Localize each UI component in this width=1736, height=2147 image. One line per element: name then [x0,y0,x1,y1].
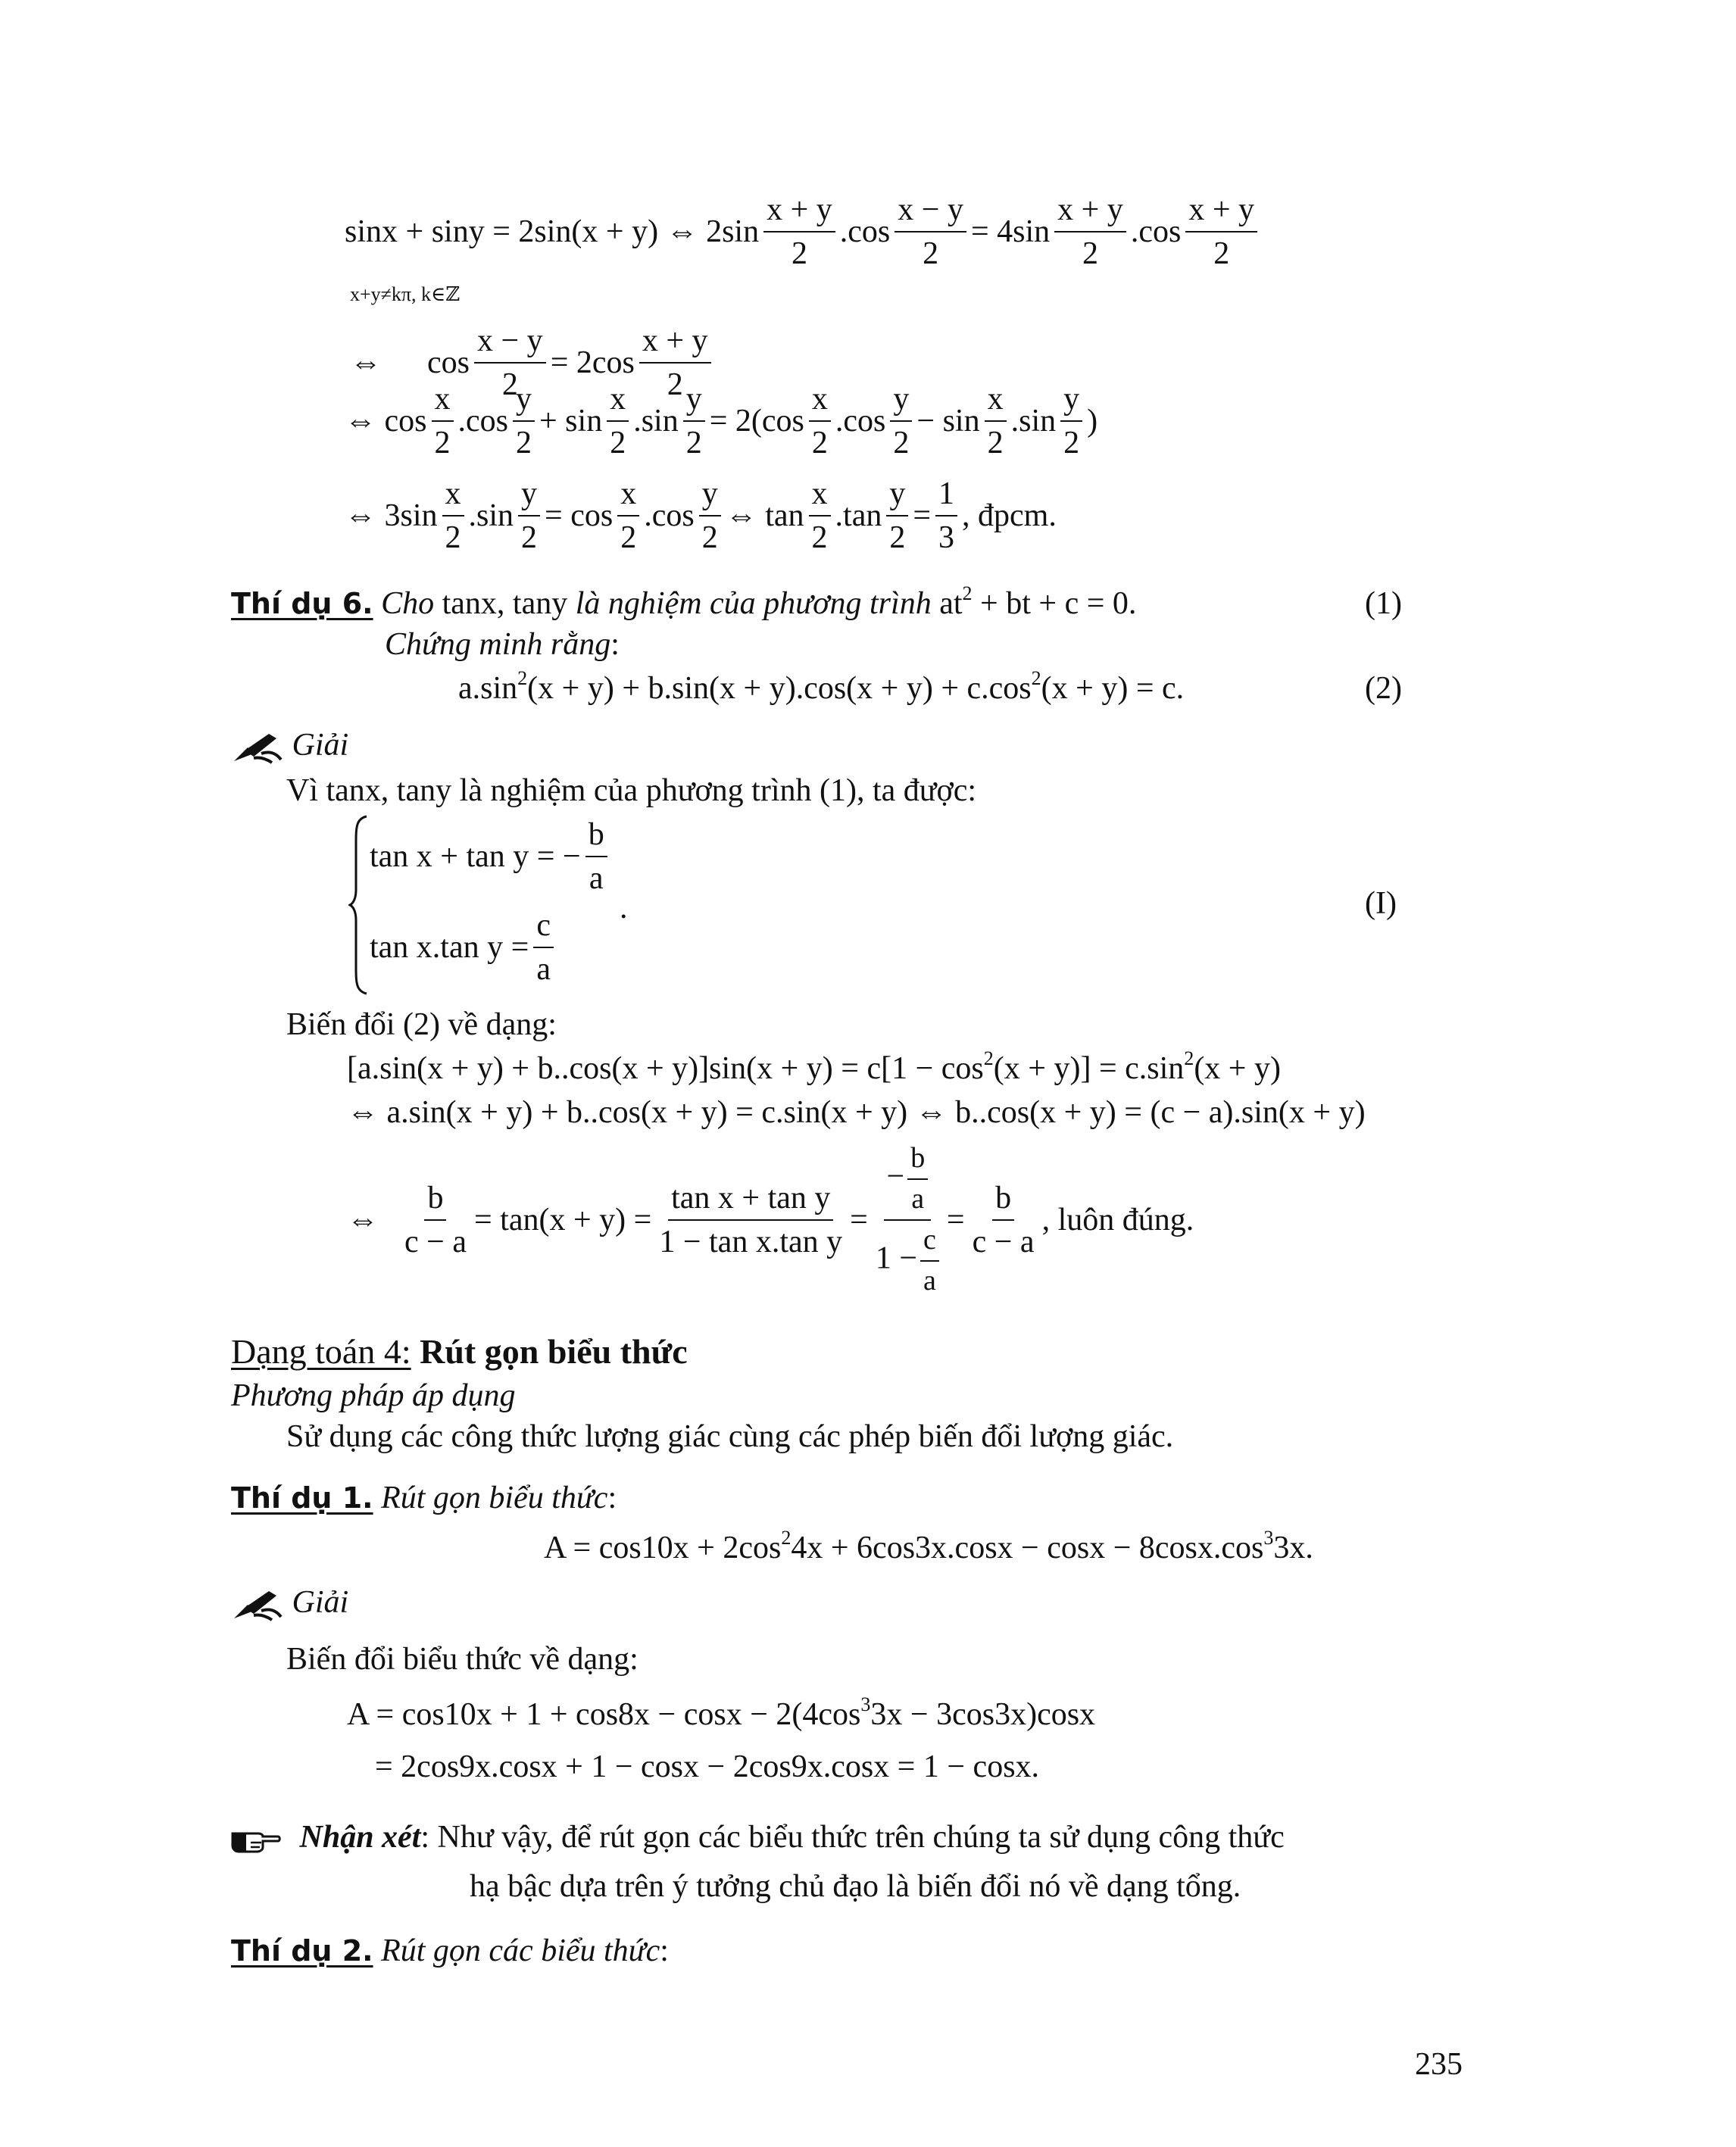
system-brace [348,814,371,996]
fraction: $\frac{x - y}{2}$ [895,193,966,270]
fraction: $\frac{x + y}{2}$ [639,324,711,401]
writing-hand-icon [231,731,284,764]
section-title: Rút gọn biểu thức [420,1332,688,1371]
fraction: $\frac{x + y}{2}$ [1185,193,1257,270]
simplify-line-2: = 2cos9x.cosx + 1 − cosx − 2cos9x.cosx = 1 − cosx. [375,1749,1040,1784]
proof-line-1 [345,193,1262,270]
solution-text-2: Biến đổi (2) về dạng: [286,1007,557,1042]
text: = 4sin [970,214,1051,250]
method-heading: Phương pháp áp dụng [231,1378,516,1413]
fraction: $\frac{x - y}{2}$ [474,324,546,401]
section-label: Dạng toán 4: [231,1332,411,1371]
example-1-expression: $A = \cos 10x + 2\cos^24x + 6\cos 3x.\cos x - \cos x - 8\cos x.\cos^33x$. [544,1527,1313,1565]
transform-line-3: ⇔ $\frac{b}{c - a}$ = tan(x + y) = $\frac{\text{tan x + tan y}}{\text{1 − tan x.tan y}}$ = − $\frac{b}{a}$ 1 − $\frac{c}{a}$ = $\frac{b}{c - a}$ , luôn đúng. [347,1142,1194,1297]
transform-line-2: ⇔ a.sin(x + y) + b..cos(x + y) = c.sin(x + y) ⇔ b..cos(x + y) = (c − a).sin(x + y) [347,1095,1366,1130]
equation-number-I: (I) [1365,886,1397,921]
fraction: $\frac{x + y}{2}$ [763,193,835,270]
fraction: $\frac{x + y}{2}$ [1054,193,1126,270]
text: .cos [1130,214,1182,250]
pointing-hand-icon [231,1824,281,1855]
solution-text-1: Vì tanx, tany là nghiệm của phương trình (1), ta được: [286,773,977,808]
page-number: 235 [1415,2047,1463,2082]
system-dot: . [620,891,628,925]
equation-number-1: (1) [1365,586,1402,621]
condition-note: x+y≠kπ, k∈ℤ [350,283,461,305]
section-heading [231,1334,688,1369]
solution-text-3: Biến đổi biểu thức về dạng: [286,1642,639,1677]
example-label: Thí dụ 6. [231,587,373,620]
method-text: Sử dụng các công thức lượng giác cùng các phép biến đổi lượng giác. [286,1419,1174,1454]
equation-number-2: (2) [1365,671,1402,706]
remark-line-2: hạ bậc dựa trên ý tưởng chủ đạo là biến đổi nó về dạng tổng. [470,1869,1241,1904]
transform-line-1: $[a.\sin(x + y) + b..\cos(x + y)]\sin(x + y) = c[1 - \cos^2(x + y)] = c.\sin^2(x + y)$ [347,1047,1281,1086]
system-eq-2: tan x.tan y = $\frac{c}{a}$ [370,909,558,986]
text: sinx + siny = 2sin(x + y) ⇔ 2sin [345,214,760,250]
proof-line-2: ⇔ cos $\frac{x - y}{2}$ = 2cos $\frac{x + y}{2}$ [350,282,716,401]
proof-line-3: ⇔ cos $\frac{x}{2}$ .cos $\frac{y}{2}$ + sin $\frac{x}{2}$ .sin $\frac{y}{2}$ = 2(cos $\frac{x}{2}$ .cos $\frac{y}{2}$ − sin $\frac{x}{2}$ .sin $\frac{y}{2}$ ) [345,382,1098,461]
solution-heading: Giải [231,729,348,764]
example-1-header: Thí dụ 1. Rút gọn biểu thức: [231,1481,617,1515]
writing-hand-icon [231,1588,284,1621]
solution-heading-2: Giải [231,1587,348,1621]
prove-prompt: Chứng minh rằng: [385,627,620,662]
example-6-header: Thí dụ 6. Cho tanx, tany là nghiệm của phương trình $at^2$ + bt + c = 0. [231,582,1137,621]
text: .cos [839,214,891,250]
equation-2: $a.\sin^2(x + y) + b.\sin(x + y).\cos(x + y) + c.\cos^2(x + y) = c$. [458,667,1185,706]
simplify-line-1: $A = \cos 10x + 1 + \cos 8x - \cos x - 2(4\cos^33x - 3\cos 3x)\cos x$ [347,1693,1096,1732]
system-eq-1: tan x + tan y = − $\frac{b}{a}$ [370,818,612,895]
proof-line-4: ⇔ 3sin $\frac{x}{2}$ .sin $\frac{y}{2}$ = cos $\frac{x}{2}$ .cos $\frac{y}{2}$ ⇔ tan $\frac{x}{2}$ .tan $\frac{y}{2}$ = $\frac{1}{3}$ , đpcm. [345,476,1057,556]
remark: Nhận xét: Như vậy, để rút gọn các biểu thức trên chúng ta sử dụng công thức [231,1821,1285,1855]
example-2-header: Thí dụ 2. Rút gọn các biểu thức: [231,1933,669,1968]
